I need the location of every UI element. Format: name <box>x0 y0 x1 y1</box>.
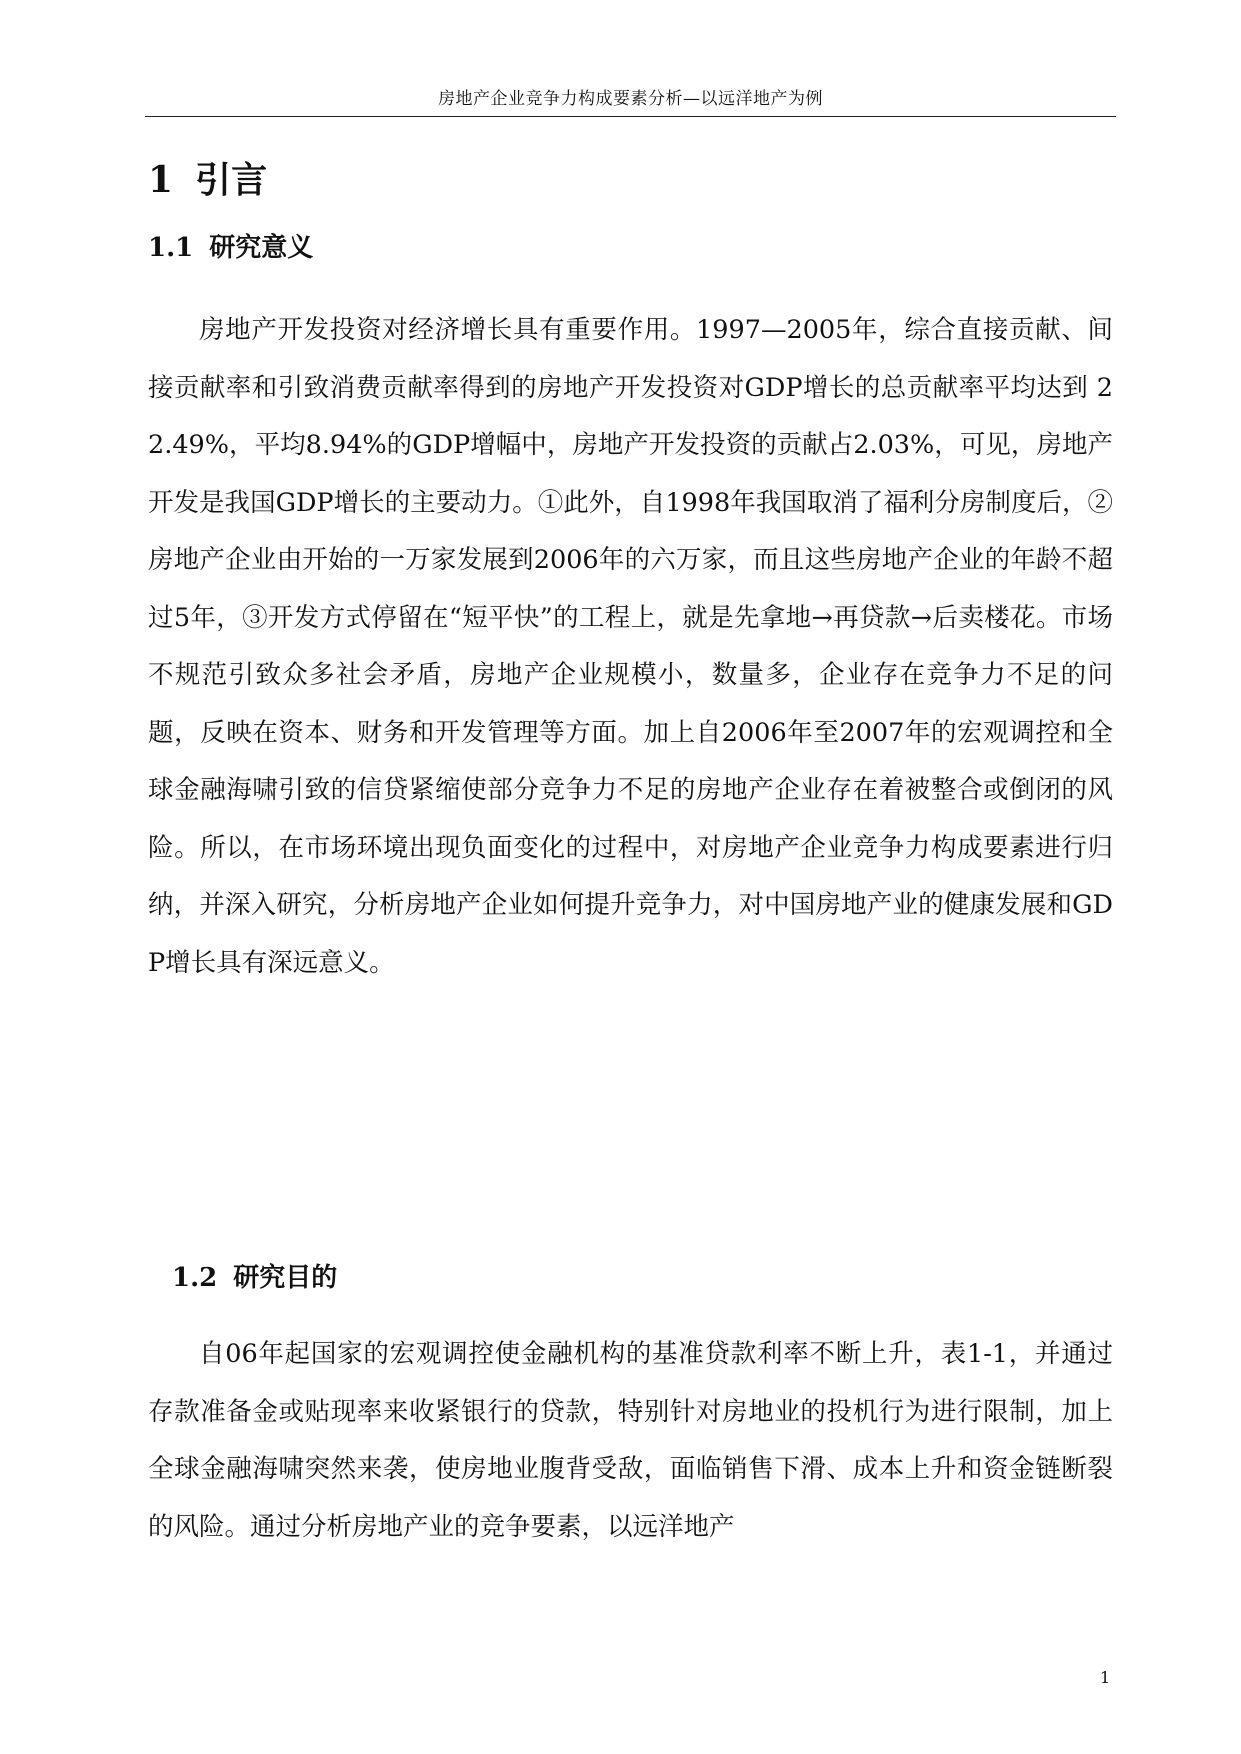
page-number: 1 <box>1100 1668 1111 1687</box>
section-heading-1-1 <box>148 228 313 268</box>
chapter-title: 引言 <box>195 159 268 201</box>
paragraph-research-significance: 房地产开发投资对经济增长具有重要作用。1997—2005年，综合直接贡献、间接贡献率和引致消费贡献率得到的房地产开发投资对GDP增长的总贡献率平均达到 22.49%，平均8.94%的GDP增幅中，房地产开发投资的贡献占2.03%，可见，房地产开发是我国GDP增长的主要动力。①此外，自1998年我国取消了福利分房制度后，②房地产企业由开始的一万家发展到2006年的六万家，而且这些房地产企业的年龄不超过5年，③开发方式停留在“短平快”的工程上，就是先拿地→再贷款→后卖楼花。市场不规范引致众多社会矛盾，房地产企业规模小，数量多，企业存在竞争力不足的问题，反映在资本、财务和开发管理等方面。加上自2006年至2007年的宏观调控和全球金融海啸引致的信贷紧缩使部分竞争力不足的房地产企业存在着被整合或倒闭的风险。所以，在市场环境出现负面变化的过程中，对房地产企业竞争力构成要素进行归纳，并深入研究，分析房地产企业如何提升竞争力，对中国房地产业的健康发展和GDP增长具有深远意义。 <box>148 315 1113 978</box>
chapter-number: 1 <box>148 159 174 201</box>
section-title: 研究目的 <box>233 1263 338 1293</box>
chapter-heading <box>148 155 267 205</box>
section-number: 1.2 <box>172 1263 218 1293</box>
running-header: 房地产企业竞争力构成要素分析—以远洋地产为例 <box>145 82 1116 117</box>
paragraph-research-purpose: 自06年起国家的宏观调控使金融机构的基准贷款利率不断上升，表1-1，并通过存款准备金或贴现率来收紧银行的贷款，特别针对房地业的投机行为进行限制，加上全球金融海啸突然来袭，使房地业腹背受敌，面临销售下滑、成本上升和资金链断裂的风险。通过分析房地产业的竞争要素，以远洋地产 <box>148 1339 1113 1542</box>
section-title: 研究意义 <box>209 233 314 263</box>
section-number: 1.1 <box>148 233 194 263</box>
section-heading-1-2 <box>172 1258 337 1298</box>
